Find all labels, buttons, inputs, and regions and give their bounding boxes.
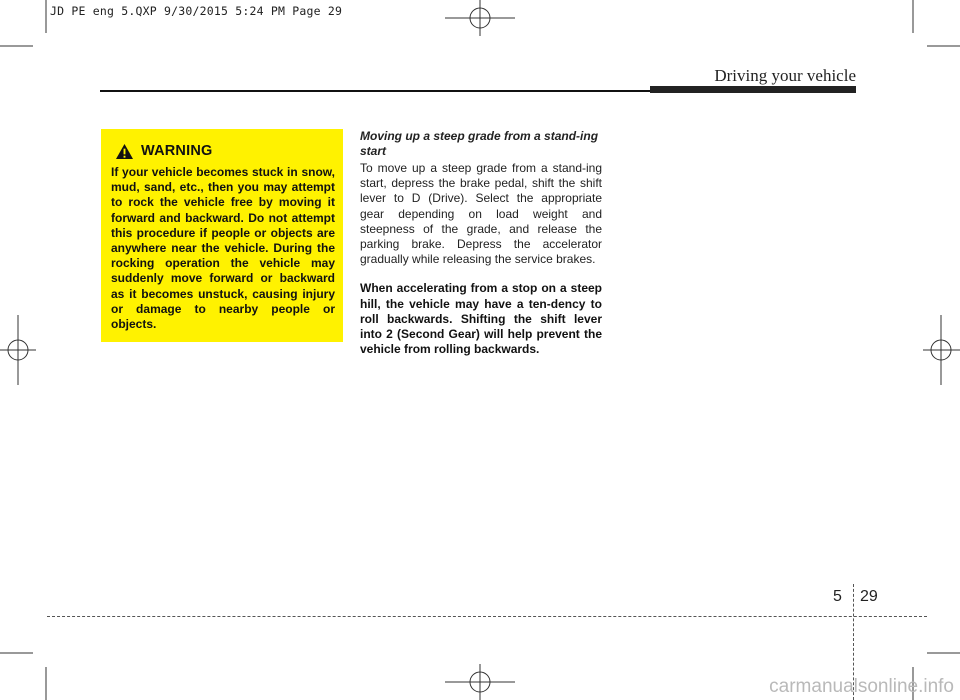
header-rule-accent — [650, 86, 856, 93]
chapter-number: 5 — [833, 588, 842, 605]
warning-box — [101, 129, 343, 342]
warning-text: If your vehicle becomes stuck in snow, mud, sand, etc., then you may attempt to rock the vehicle free by moving it forward and backward. Do not attempt this procedure if people or objects are anywhere near the vehicle. During the rocking operation the vehicle may suddenly move forward or backward as it becomes unstuck, causing injury or damage to nearby people or objects. — [111, 165, 335, 332]
print-slug: JD PE eng 5.QXP 9/30/2015 5:24 PM Page 29 — [50, 4, 343, 18]
content-column — [360, 129, 602, 357]
warning-triangle-icon — [115, 143, 134, 160]
warning-header — [111, 141, 335, 161]
footer-rule — [47, 616, 927, 617]
note-paragraph: When accelerating from a stop on a steep hill, the vehicle may have a ten-dency to roll backwards. Shifting the shift lever into 2 (Second Gear) will help prevent the vehicle from rolling backwards. — [360, 281, 602, 357]
page-number: 29 — [860, 588, 878, 605]
header-rule — [100, 90, 650, 92]
warning-title: WARNING — [141, 143, 213, 159]
body-paragraph: To move up a steep grade from a stand-ing start, depress the brake pedal, shift the shift lever to D (Drive). Select the appropriate gear depending on load weight and steepness of the grade, and release the parking brake. Depress the accelerator gradually while releasing the service brakes. — [360, 161, 602, 267]
section-title: Driving your vehicle — [714, 66, 856, 85]
watermark: carmanualsonline.info — [769, 676, 954, 697]
subheading: Moving up a steep grade from a stand-ing start — [360, 129, 599, 158]
